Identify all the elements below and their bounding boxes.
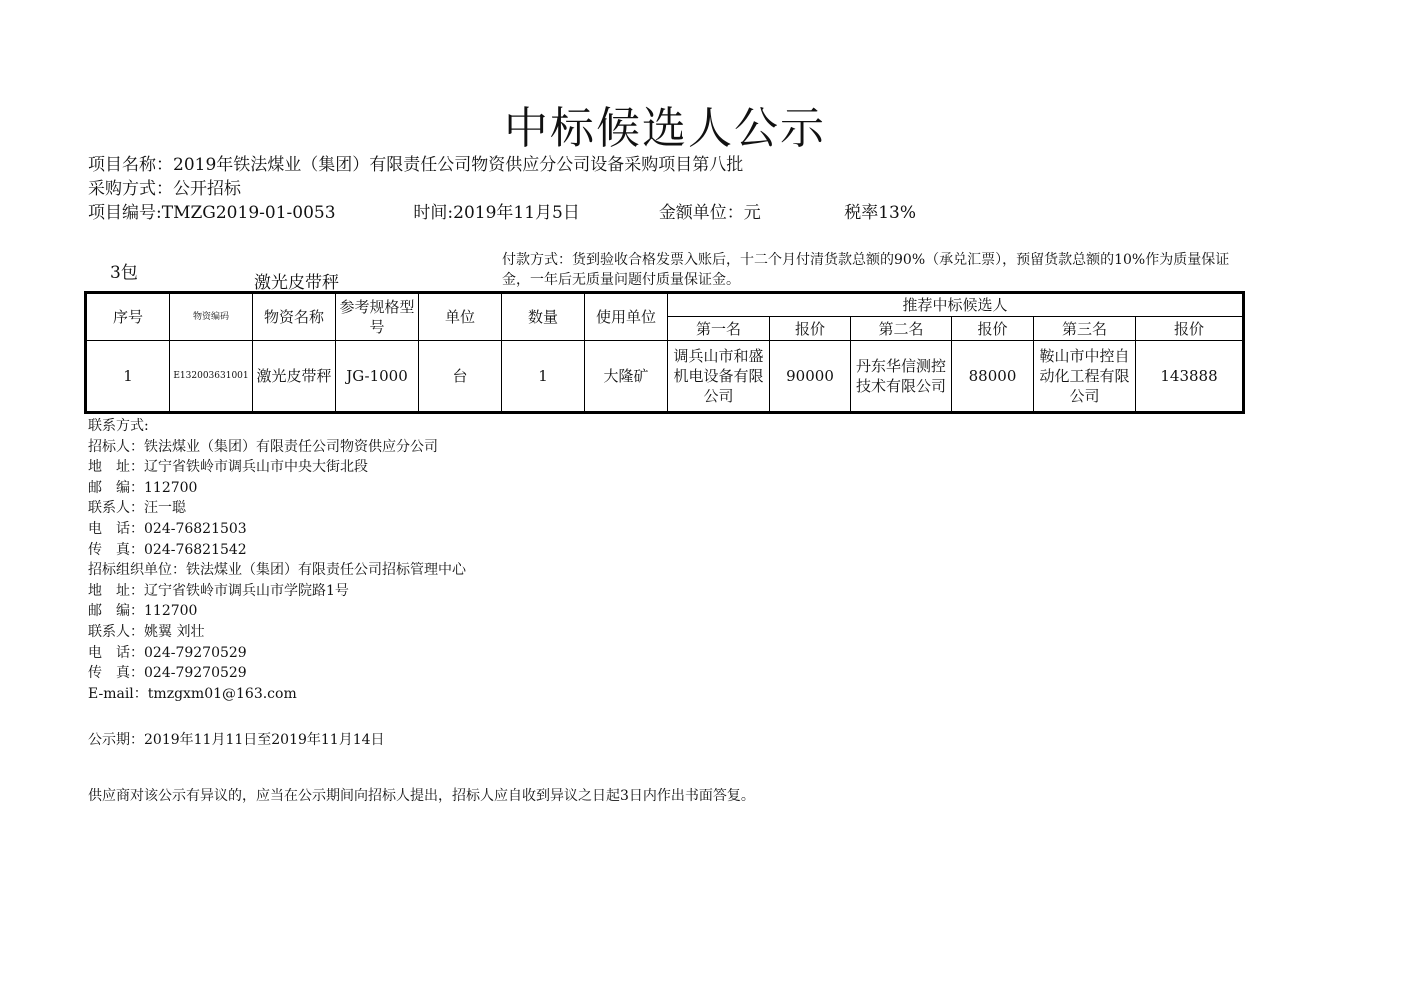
project-meta-row: [88, 198, 916, 223]
header-unit: 单位: [419, 293, 502, 341]
cell-spec: JG-1000: [336, 341, 419, 413]
cell-material-name: 激光皮带秤: [253, 341, 336, 413]
contact-line: 电 话：024-79270529: [88, 644, 247, 661]
header-price2: 报价: [952, 317, 1034, 341]
header-material-name: 物资名称: [253, 293, 336, 341]
cell-price3: 143888: [1136, 341, 1244, 413]
candidate-table: [84, 291, 1245, 414]
contact-line: 邮 编：112700: [88, 479, 198, 496]
contact-email: E-mail：tmzgxm01@163.com: [88, 685, 297, 702]
package-name: 激光皮带秤: [254, 273, 339, 293]
procurement-method: 采购方式：公开招标: [88, 179, 241, 199]
header-spec: 参考规格型号: [336, 293, 419, 341]
publicity-period: 公示期：2019年11月11日至2019年11月14日: [88, 732, 385, 748]
contact-line: 联系人：姚翼 刘壮: [88, 623, 205, 640]
cell-price1: 90000: [770, 341, 851, 413]
header-material-code: 物资编码: [170, 293, 253, 341]
announcement-time: 时间:2019年11月5日: [413, 203, 580, 223]
header-user-unit: 使用单位: [585, 293, 668, 341]
page-title: 中标候选人公示: [504, 103, 826, 154]
header-price3: 报价: [1136, 317, 1244, 341]
header-second: 第二名: [851, 317, 952, 341]
cell-first: 调兵山市和盛机电设备有限公司: [668, 341, 770, 413]
contact-line: 招标人：铁法煤业（集团）有限责任公司物资供应分公司: [88, 438, 438, 455]
header-recommended: 推荐中标候选人: [668, 293, 1244, 317]
header-qty: 数量: [502, 293, 585, 341]
contact-heading: 联系方式:: [88, 418, 149, 434]
contact-line: 邮 编：112700: [88, 603, 198, 620]
table-row: [86, 341, 1244, 413]
project-no: 项目编号:TMZG2019-01-0053: [88, 203, 336, 223]
contact-line: 地 址：辽宁省铁岭市调兵山市中央大街北段: [88, 459, 368, 476]
header-first: 第一名: [668, 317, 770, 341]
cell-material-code: E132003631001: [170, 341, 253, 413]
cell-price2: 88000: [952, 341, 1034, 413]
contact-line: 电 话：024-76821503: [88, 520, 247, 537]
cell-user-unit: 大隆矿: [585, 341, 668, 413]
header-seq: 序号: [86, 293, 170, 341]
payment-terms: 付款方式：货到验收合格发票入账后，十二个月付清货款总额的90%（承兑汇票），预留货款总额的10%作为质量保证金，一年后无质量问题付质量保证金。: [502, 252, 1230, 288]
cell-second: 丹东华信测控技术有限公司: [851, 341, 952, 413]
contact-line: 联系人：汪一聪: [88, 500, 186, 517]
cell-seq: 1: [86, 341, 170, 413]
contact-line: 地 址：辽宁省铁岭市调兵山市学院路1号: [88, 582, 349, 599]
contact-line: 传 真：024-76821542: [88, 541, 247, 558]
tax-rate: 税率13%: [844, 203, 917, 223]
header-third: 第三名: [1034, 317, 1136, 341]
cell-qty: 1: [502, 341, 585, 413]
header-price1: 报价: [770, 317, 851, 341]
cell-third: 鞍山市中控自动化工程有限公司: [1034, 341, 1136, 413]
cell-unit: 台: [419, 341, 502, 413]
package-number: 3包: [110, 263, 138, 283]
contact-line: 招标组织单位：铁法煤业（集团）有限责任公司招标管理中心: [88, 562, 466, 579]
amount-unit: 金额单位：元: [658, 203, 761, 223]
contact-line: 传 真：024-79270529: [88, 665, 247, 682]
objection-notice: 供应商对该公示有异议的，应当在公示期间向招标人提出，招标人应自收到异议之日起3日内作出书面答复。: [88, 788, 755, 804]
project-name: 项目名称：2019年铁法煤业（集团）有限责任公司物资供应分公司设备采购项目第八批: [88, 155, 744, 175]
contact-block: [88, 416, 466, 704]
